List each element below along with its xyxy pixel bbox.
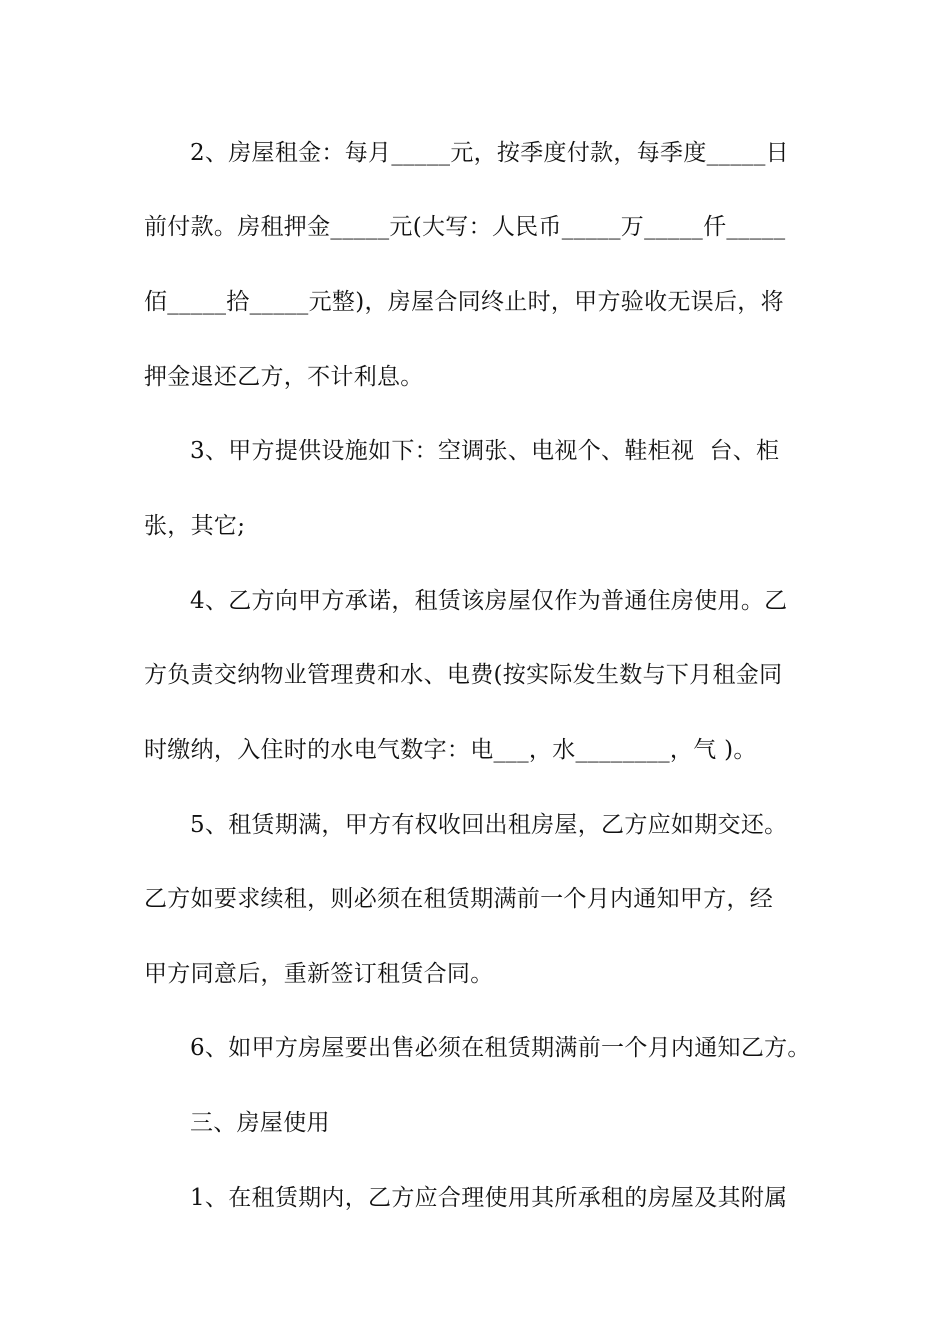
text-line: 3、甲方提供设施如下：空调张、电视个、鞋柜视 台、柜 (190, 438, 780, 464)
text-line: 时缴纳，入住时的水电气数字：电___，水________，气 )。 (144, 737, 757, 763)
text-line: 甲方同意后，重新签订租赁合同。 (144, 961, 494, 987)
text-line: 2、房屋租金：每月_____元，按季度付款，每季度_____日 (190, 140, 789, 166)
text-line: 6、如甲方房屋要出售必须在租赁期满前一个月内通知乙方。 (190, 1035, 811, 1061)
text-line: 张，其它; (144, 513, 246, 539)
text-line: 方负责交纳物业管理费和水、电费(按实际发生数与下月租金同 (144, 662, 783, 688)
text-line: 1、在租赁期内，乙方应合理使用其所承租的房屋及其附属 (190, 1185, 788, 1211)
text-line: 佰_____拾_____元整)，房屋合同终止时，甲方验收无误后，将 (144, 289, 784, 315)
text-line: 乙方如要求续租，则必须在租赁期满前一个月内通知甲方，经 (144, 886, 774, 912)
text-line: 4、乙方向甲方承诺，租赁该房屋仅作为普通住房使用。乙 (190, 588, 788, 614)
text-line: 前付款。房租押金_____元(大写：人民币_____万_____仟_____ (144, 214, 786, 240)
text-line: 5、租赁期满，甲方有权收回出租房屋，乙方应如期交还。 (190, 812, 788, 838)
section-heading: 三、房屋使用 (190, 1110, 330, 1136)
text-line: 押金退还乙方，不计利息。 (144, 364, 424, 390)
